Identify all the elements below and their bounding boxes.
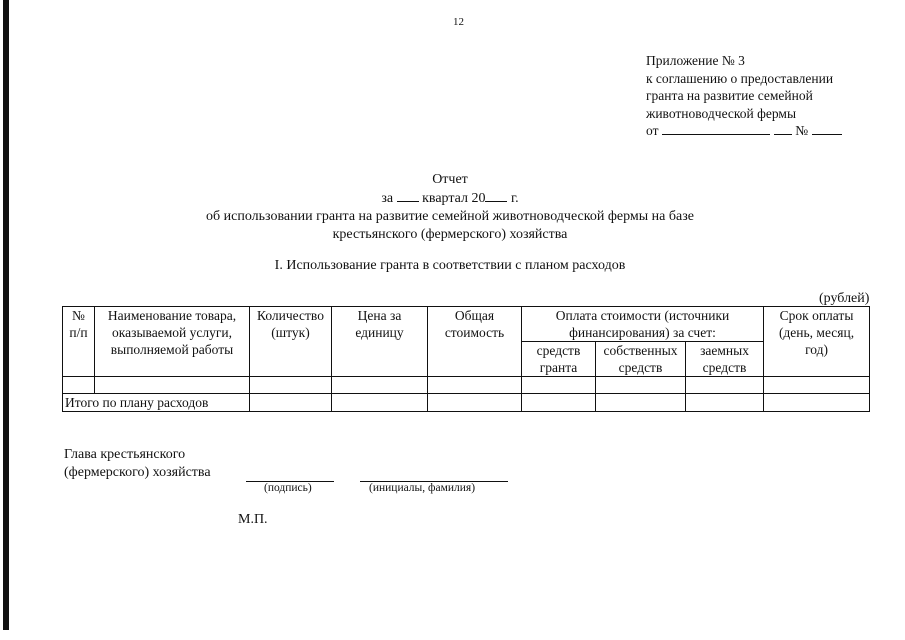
date-blank-tail [774, 122, 792, 135]
table-cell [332, 377, 428, 394]
period-middle: квартал 20 [422, 191, 486, 206]
col-borrowed-header: заемных средств [686, 342, 764, 377]
report-subject-cont: крестьянского (фермерского) хозяйства [332, 227, 568, 242]
table-cell [428, 377, 522, 394]
table-cell [522, 394, 596, 412]
number-prefix: № [795, 123, 809, 138]
quarter-blank [397, 189, 419, 202]
header-row-1 [63, 307, 870, 342]
table-cell [522, 377, 596, 394]
table-cell [596, 377, 686, 394]
report-title: Отчет [432, 172, 468, 187]
appendix-block [646, 52, 842, 140]
appendix-date-number-line [646, 122, 842, 140]
table-cell [250, 377, 332, 394]
units-label: (рублей) [819, 291, 870, 306]
col-own-header: собственных средств [596, 342, 686, 377]
table-cell [764, 394, 870, 412]
stamp-label: М.П. [238, 512, 268, 527]
report-subject: об использовании гранта на развитие семейной животноводческой фермы на базе [206, 209, 694, 224]
appendix-line-2: к соглашению о предоставлении [646, 70, 834, 86]
table-row [63, 377, 870, 394]
table-cell [332, 394, 428, 412]
signature-title-line-2: (фермерского) хозяйства [64, 465, 211, 480]
period-prefix: за [381, 191, 394, 206]
table-cell [95, 377, 250, 394]
col-unit-price-header: Цена за единицу [332, 307, 428, 377]
table-cell [596, 394, 686, 412]
table-cell [686, 377, 764, 394]
col-quantity-header: Количество (штук) [250, 307, 332, 377]
table-cell [428, 394, 522, 412]
number-blank [812, 122, 842, 135]
col-due-date-header: Срок оплаты (день, месяц, год) [764, 307, 870, 377]
table-cell [764, 377, 870, 394]
appendix-line-4: животноводческой фермы [646, 105, 797, 121]
table-cell [63, 377, 95, 394]
signature-caption: (подпись) [264, 482, 312, 494]
table-cell [686, 394, 764, 412]
appendix-title: Приложение № 3 [646, 53, 745, 68]
signature-label [64, 446, 211, 482]
report-period [120, 189, 780, 208]
signature-title-line-1: Глава крестьянского [64, 447, 186, 462]
col-total-header: Общая стоимость [428, 307, 522, 377]
appendix-line-3: гранта на развитие семейной [646, 88, 813, 103]
date-prefix: от [646, 123, 659, 138]
col-number-header: № п/п [63, 307, 95, 377]
col-grant-header: средств гранта [522, 342, 596, 377]
year-blank [485, 189, 507, 202]
total-row-label: Итого по плану расходов [63, 394, 250, 412]
page-number: 12 [453, 16, 464, 28]
col-payment-group-header: Оплата стоимости (источники финансирования) за счет: [522, 307, 764, 342]
section-title: I. Использование гранта в соответствии с планом расходов [274, 258, 626, 273]
col-name-header: Наименование товара, оказываемой услуги, выполняемой работы [95, 307, 250, 377]
scan-edge-bar [3, 0, 9, 630]
table-cell [250, 394, 332, 412]
total-row [63, 394, 870, 412]
date-blank [662, 122, 770, 135]
report-heading [120, 171, 780, 244]
period-suffix: г. [510, 191, 519, 206]
name-caption: (инициалы, фамилия) [369, 482, 476, 494]
expense-table [62, 306, 870, 412]
